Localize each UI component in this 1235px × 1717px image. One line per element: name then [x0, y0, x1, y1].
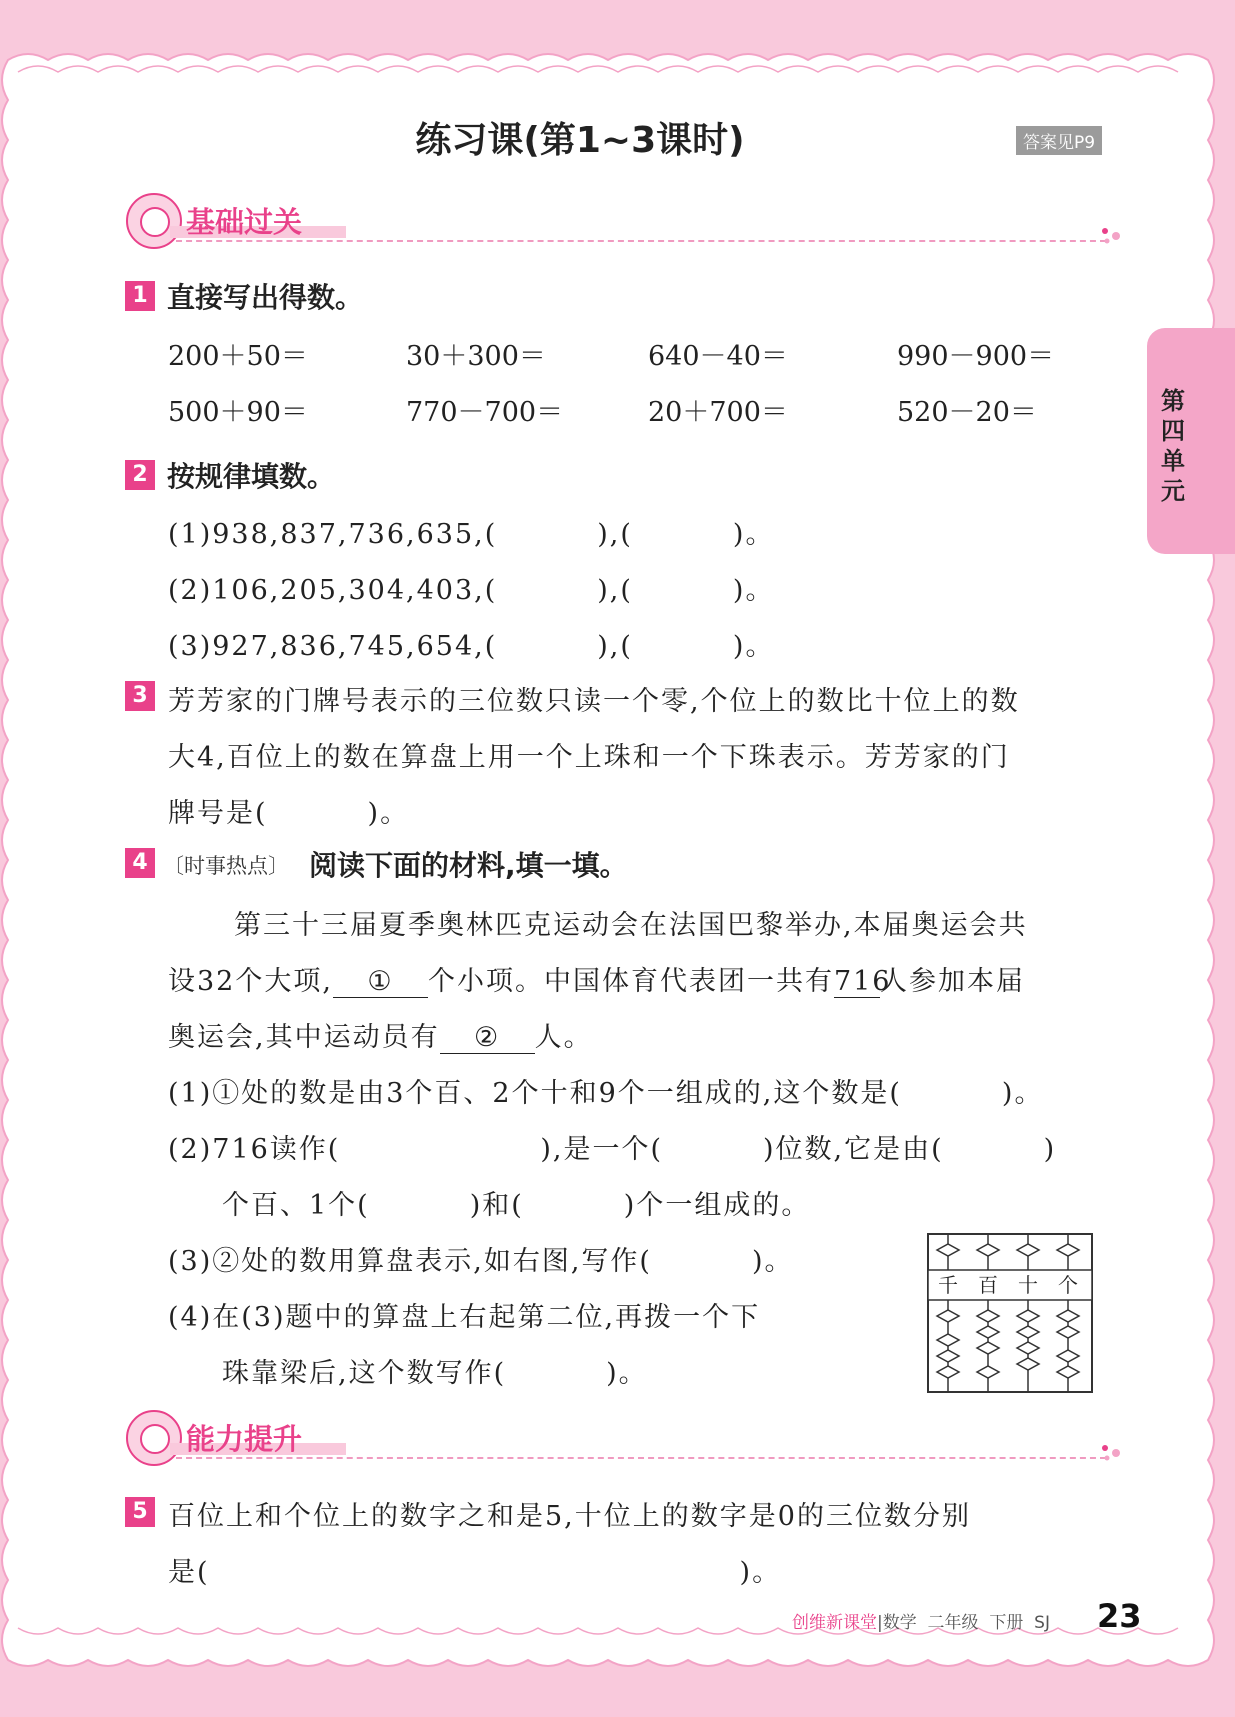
abacus-label: 十: [1018, 1273, 1038, 1297]
abacus-lower-bead: [977, 1342, 999, 1354]
section-divider: [176, 1457, 1106, 1459]
footer-brand: 创维新课堂: [792, 1613, 877, 1633]
question-number-2: 2: [125, 460, 155, 490]
equation: 30＋300＝: [406, 341, 546, 372]
question-text: 个百、1个(: [222, 1190, 370, 1221]
abacus-upper-bead: [1017, 1244, 1039, 1256]
mascot-icon: [126, 193, 182, 249]
passage-line-3: [168, 1015, 593, 1054]
answer-reference-badge: 答案见P9: [1016, 126, 1102, 155]
sequence-text: ),(: [597, 519, 633, 550]
abacus-label: 百: [978, 1273, 998, 1297]
sequence-text: (3)927,836,745,654,(: [168, 631, 498, 662]
page-number: 23: [1097, 1597, 1142, 1635]
question-number-1: 1: [125, 281, 155, 311]
equation: 770－700＝: [406, 397, 564, 428]
question-text: (1)①处的数是由3个百、2个十和9个一组成的,这个数是(: [168, 1078, 902, 1109]
passage-blank-1: ①: [333, 966, 428, 998]
abacus-lower-bead: [1057, 1350, 1079, 1362]
current-events-tag: 〔时事热点〕: [163, 854, 289, 878]
question-number-3: 3: [125, 681, 155, 711]
question-text: (2)716读作(: [168, 1134, 341, 1165]
question-text: )。: [606, 1358, 648, 1389]
sub-question-1: [168, 1071, 1043, 1110]
footer: [792, 1608, 1050, 1633]
abacus-upper-bead: [977, 1244, 999, 1256]
passage-line-2: [168, 959, 1025, 998]
question-text: (3)②处的数用算盘表示,如右图,写作(: [168, 1246, 652, 1277]
abacus-upper-bead: [937, 1244, 959, 1256]
question-5-line-2: [168, 1550, 781, 1589]
abacus-lower-bead: [1017, 1326, 1039, 1338]
equation: 520－20＝: [897, 397, 1037, 428]
sub-question-2-line-2: [222, 1183, 810, 1222]
abacus-lower-bead: [937, 1350, 959, 1362]
sub-question-4-line-1: (4)在(3)题中的算盘上右起第二位,再拨一个下: [168, 1302, 761, 1333]
abacus-lower-bead: [937, 1310, 959, 1322]
sequence-item-3: [168, 624, 774, 663]
abacus-lower-bead: [937, 1366, 959, 1378]
equation: 20＋700＝: [648, 397, 788, 428]
sequence-text: )。: [732, 519, 775, 550]
question-text: 是(: [168, 1557, 210, 1588]
passage-text: 设32个大项,: [168, 966, 333, 997]
sequence-text: (2)106,205,304,403,(: [168, 575, 498, 606]
abacus-lower-bead: [1017, 1358, 1039, 1370]
dots-icon: [1100, 1443, 1124, 1463]
equation: 500＋90＝: [168, 397, 308, 428]
question-3-line-2: 大4,百位上的数在算盘上用一个上珠和一个下珠表示。芳芳家的门: [168, 742, 1010, 773]
sequence-item-2: [168, 568, 774, 607]
abacus-lower-bead: [1057, 1366, 1079, 1378]
passage-text: 个小项。中国体育代表团一共有: [427, 966, 834, 997]
passage-underlined-number: 716: [833, 966, 892, 997]
passage-text: 人。: [534, 1022, 593, 1053]
question-text: )。: [1001, 1078, 1044, 1109]
question-3-line-1: 芳芳家的门牌号表示的三位数只读一个零,个位上的数比十位上的数: [168, 686, 1020, 717]
question-text: )位数,它是由(: [762, 1134, 944, 1165]
abacus-lower-bead: [937, 1334, 959, 1346]
page-title: 练习课(第1~3课时): [415, 120, 745, 161]
equation: 990－900＝: [897, 341, 1055, 372]
abacus-lower-bead: [977, 1310, 999, 1322]
section-title-basic: 基础过关: [186, 205, 303, 239]
abacus-lower-bead: [1017, 1342, 1039, 1354]
sub-question-2: [168, 1127, 1056, 1166]
abacus-lower-bead: [1057, 1310, 1079, 1322]
abacus-label: 千: [938, 1273, 958, 1297]
question-1-prompt: 直接写出得数。: [167, 281, 364, 314]
question-2-prompt: 按规律填数。: [167, 460, 336, 493]
section-title-advanced: 能力提升: [186, 1422, 303, 1456]
sequence-item-1: [168, 512, 774, 551]
sub-question-4-line-2: [222, 1351, 648, 1390]
section-divider: [176, 240, 1106, 242]
passage-blank-2: ②: [440, 1022, 535, 1054]
abacus-lower-bead: [1017, 1310, 1039, 1322]
sub-question-3: [168, 1239, 794, 1278]
question-number-4: 4: [125, 848, 155, 878]
question-text: )和(: [469, 1190, 524, 1221]
question-text: )。: [751, 1246, 794, 1277]
unit-side-tab-label: 第四单元: [1161, 387, 1185, 505]
question-number-5: 5: [125, 1497, 155, 1527]
footer-book-info: |数学 二年级 下册 SJ: [877, 1613, 1050, 1633]
mascot-icon: [126, 1410, 182, 1466]
question-4-prompt: 阅读下面的材料,填一填。: [309, 849, 628, 882]
sequence-text: ),(: [597, 575, 633, 606]
abacus-diagram: [926, 1232, 1096, 1396]
abacus-lower-bead: [977, 1366, 999, 1378]
abacus-lower-bead: [977, 1326, 999, 1338]
sequence-text: )。: [732, 575, 775, 606]
sequence-text: ),(: [597, 631, 633, 662]
sequence-text: )。: [732, 631, 775, 662]
question-text: 牌号是(: [168, 798, 268, 829]
question-text: 珠靠梁后,这个数写作(: [222, 1358, 507, 1389]
question-text: ): [1043, 1134, 1057, 1165]
question-3-line-3: [168, 791, 409, 830]
sequence-text: (1)938,837,736,635,(: [168, 519, 498, 550]
equation: 200＋50＝: [168, 341, 308, 372]
abacus-lower-bead: [1057, 1326, 1079, 1338]
passage-text: 人参加本届: [879, 966, 1025, 997]
question-text: ),是一个(: [540, 1134, 663, 1165]
passage-line-1: 第三十三届夏季奥林匹克运动会在法国巴黎举办,本届奥运会共: [234, 910, 1028, 941]
question-text: )。: [367, 798, 410, 829]
question-text: )个一组成的。: [623, 1190, 811, 1221]
abacus-label: 个: [1058, 1273, 1078, 1297]
question-text: )。: [739, 1557, 782, 1588]
question-5-line-1: 百位上和个位上的数字之和是5,十位上的数字是0的三位数分别: [168, 1501, 971, 1532]
passage-text: 奥运会,其中运动员有: [168, 1022, 440, 1053]
equation: 640－40＝: [648, 341, 788, 372]
dots-icon: [1100, 226, 1124, 246]
abacus-upper-bead: [1057, 1244, 1079, 1256]
